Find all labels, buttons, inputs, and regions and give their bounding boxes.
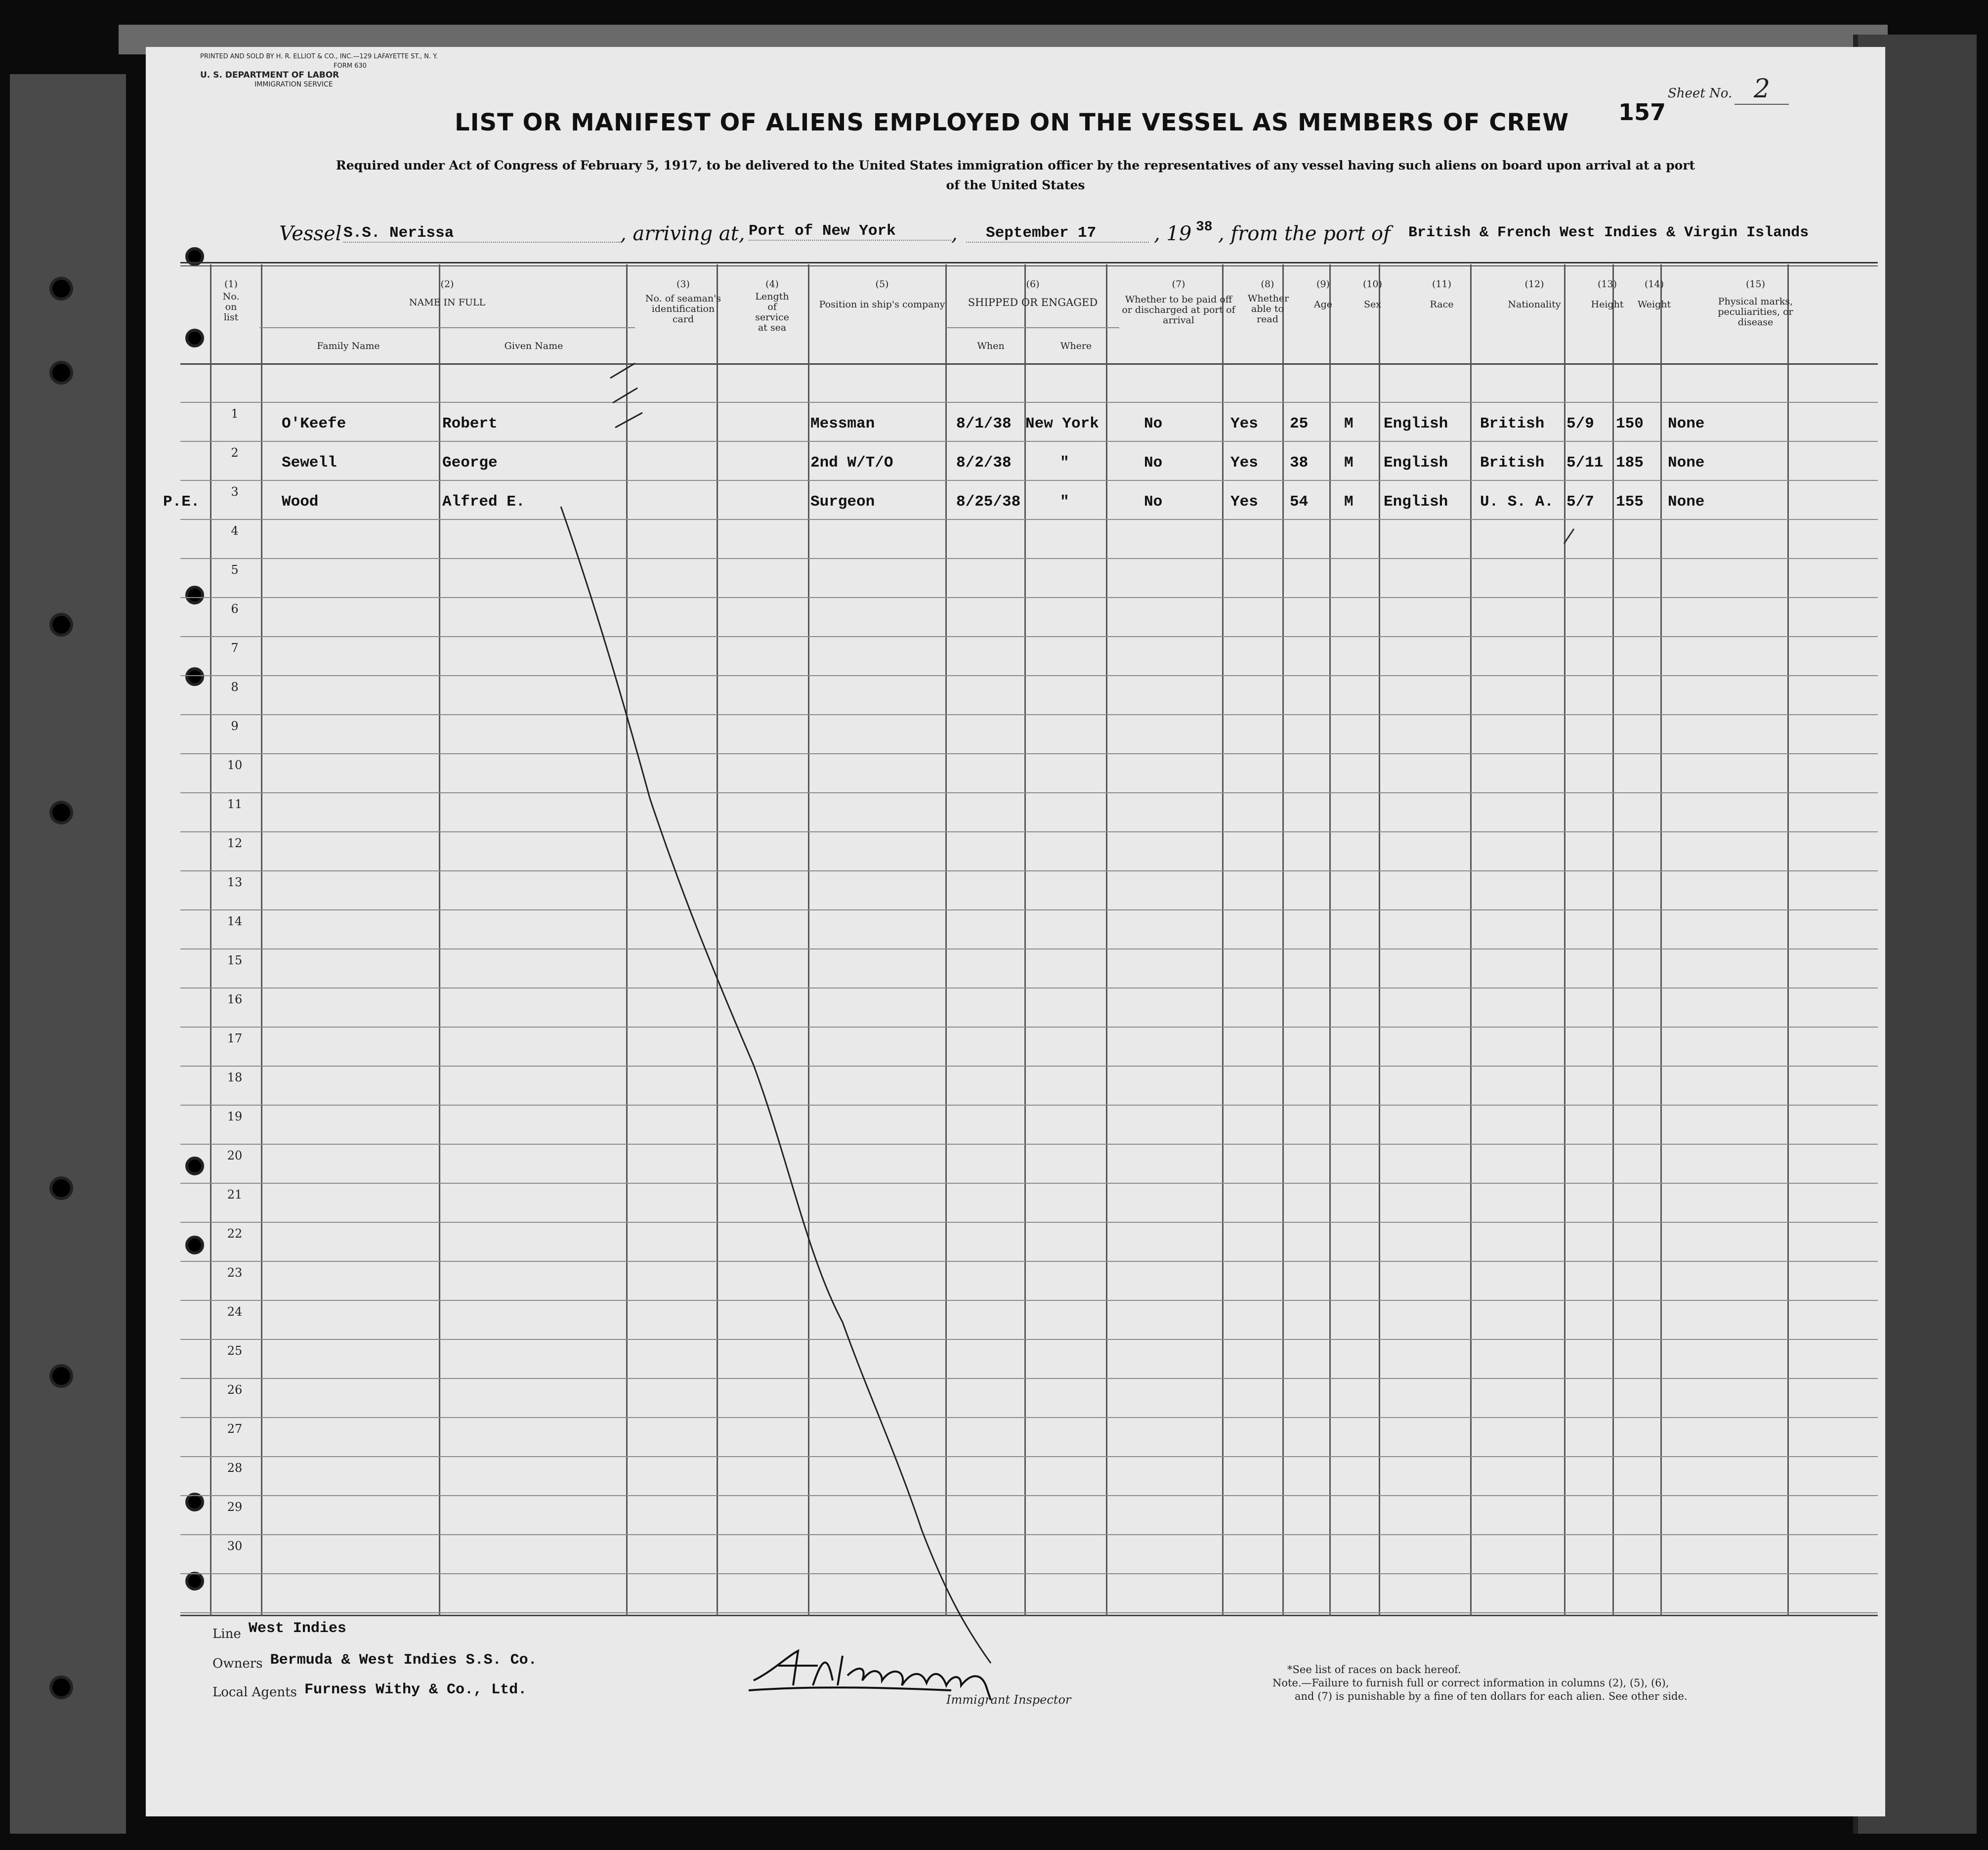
able-to-read: Yes xyxy=(1230,415,1258,432)
binder-hole xyxy=(49,277,73,301)
sex: M xyxy=(1344,493,1354,511)
age: 38 xyxy=(1290,454,1309,472)
col-header-paid-off: (7) Whether to be paid off or discharged at port of arrival xyxy=(1122,279,1235,326)
row-number: 18 xyxy=(227,1071,243,1084)
height: 5/11 xyxy=(1566,454,1604,472)
shipped-when: 8/1/38 xyxy=(956,415,1012,432)
row-number: 20 xyxy=(227,1149,243,1162)
row-number: 8 xyxy=(231,680,239,694)
height: 5/7 xyxy=(1566,493,1594,511)
shipped-where: New York xyxy=(1025,415,1099,432)
col-header-shipped: (6) SHIPPED OR ENGAGED xyxy=(968,279,1098,308)
age: 25 xyxy=(1290,415,1309,432)
manifest-page xyxy=(146,47,1885,1816)
stamp-number: 157 xyxy=(1618,99,1666,126)
col-header-age: (9) Age xyxy=(1313,279,1333,310)
row-number: 15 xyxy=(227,953,243,967)
col-header-position: (5) Position in ship's company xyxy=(819,279,945,310)
printer-imprint: PRINTED AND SOLD BY H. R. ELLIOT & CO., INC.—129 LAFAYETTE ST., N. Y. FORM 630 U. S. DEPARTMENT OF LABOR IMMIGRATION SERVICE xyxy=(200,53,438,88)
row-number: 11 xyxy=(227,797,243,811)
row-number: 29 xyxy=(227,1500,243,1514)
margin-note: P.E. xyxy=(163,493,200,511)
col-header-when: When xyxy=(977,341,1005,351)
row-number: 19 xyxy=(227,1110,243,1123)
family-name: Sewell xyxy=(282,454,337,472)
able-to-read: Yes xyxy=(1230,454,1258,472)
row-number: 24 xyxy=(227,1305,243,1319)
cancel-line xyxy=(146,47,1885,1816)
sex: M xyxy=(1344,415,1354,432)
binder-hole xyxy=(49,1364,73,1388)
owners-value: Bermuda & West Indies S.S. Co. xyxy=(270,1652,537,1669)
col-header-marks: (15) Physical marks, peculiarities, or disease xyxy=(1718,279,1793,328)
row-number: 9 xyxy=(231,719,239,733)
row-number: 23 xyxy=(227,1266,243,1280)
inspector-signature xyxy=(744,1646,1050,1700)
col-header-family-name: Family Name xyxy=(317,341,380,351)
footer-note: *See list of races on back hereof. Note.—Failure to furnish full or correct information in columns (2), (5), (6), and (7) is punishable by a fine of ten dollars for each alien. See other side. xyxy=(1272,1664,1688,1702)
col-header-read: (8) Whether able to read xyxy=(1248,279,1289,325)
row-number: 4 xyxy=(231,524,239,538)
row-number: 10 xyxy=(227,758,243,772)
physical-marks: None xyxy=(1668,493,1705,511)
shipped-when: 8/2/38 xyxy=(956,454,1012,472)
row-number: 26 xyxy=(227,1383,243,1397)
given-name: Alfred E. xyxy=(442,493,525,511)
col-header-service-length: (4) Length of service at sea xyxy=(755,279,789,333)
given-name: George xyxy=(442,454,498,472)
position: Surgeon xyxy=(810,493,875,511)
col-header-nationality: (12) Nationality xyxy=(1508,279,1561,310)
physical-marks: None xyxy=(1668,454,1705,472)
shipped-where: " xyxy=(1060,493,1069,511)
weight: 185 xyxy=(1616,454,1644,472)
page-subtitle: Required under Act of Congress of February 5, 1917, to be delivered to the United States immigration officer by the representatives of any vessel having such aliens on board upon arrival at a port of the United States xyxy=(336,158,1695,192)
line-value: West Indies xyxy=(248,1620,346,1637)
family-name: Wood xyxy=(282,493,319,511)
row-number: 28 xyxy=(227,1461,243,1475)
sex: M xyxy=(1344,454,1354,472)
binder-hole xyxy=(49,801,73,824)
arrival-port: Port of New York xyxy=(749,222,951,241)
row-number: 12 xyxy=(227,836,243,850)
height: 5/9 xyxy=(1566,415,1594,432)
position: Messman xyxy=(810,415,875,432)
col-header-height: (13) Height xyxy=(1591,279,1624,310)
shipped-where: " xyxy=(1060,454,1069,472)
row-number: 14 xyxy=(227,914,243,928)
col-header-name: (2) NAME IN FULL xyxy=(409,279,486,308)
nationality: British xyxy=(1480,454,1545,472)
row-number: 27 xyxy=(227,1422,243,1436)
arrival-year: 38 xyxy=(1196,219,1213,235)
row-number: 30 xyxy=(227,1539,243,1553)
vessel-owners-block: Line West Indies Owners Bermuda & West Indies S.S. Co. Local Agents Furness Withy & Co., Ltd. xyxy=(212,1620,537,1700)
arrival-date: September 17 xyxy=(966,224,1149,243)
weight: 150 xyxy=(1616,415,1644,432)
given-name: Robert xyxy=(442,415,498,432)
col-header-sex: (10) Sex xyxy=(1362,279,1382,310)
vessel-line: Vessel S.S. Nerissa , arriving at, Port of New York , September 17 , 19 38 , from the port of British & French West Indies & Virgin Islands xyxy=(279,219,1809,245)
row-number: 6 xyxy=(231,602,239,616)
nationality: U. S. A. xyxy=(1480,493,1554,511)
binder-hole xyxy=(49,361,73,385)
paid-off: No xyxy=(1144,415,1163,432)
vessel-name: S.S. Nerissa xyxy=(343,224,620,243)
race: English xyxy=(1384,493,1448,511)
nationality: British xyxy=(1480,415,1545,432)
binder-hole xyxy=(49,1676,73,1699)
sheet-number: Sheet No. 2 xyxy=(1668,74,1789,105)
col-header-given-name: Given Name xyxy=(504,341,563,351)
age: 54 xyxy=(1290,493,1309,511)
able-to-read: Yes xyxy=(1230,493,1258,511)
binder-hole xyxy=(49,613,73,637)
weight: 155 xyxy=(1616,493,1644,511)
paid-off: No xyxy=(1144,493,1163,511)
row-number: 16 xyxy=(227,992,243,1006)
row-number: 13 xyxy=(227,875,243,889)
col-header-id-card: (3) No. of seaman's identification card xyxy=(645,279,721,325)
col-header-where: Where xyxy=(1060,341,1092,351)
row-number: 21 xyxy=(227,1188,243,1202)
race: English xyxy=(1384,454,1448,472)
col-header-no: (1) No. on list xyxy=(222,279,240,323)
agents-value: Furness Withy & Co., Ltd. xyxy=(304,1681,527,1698)
row-number: 3 xyxy=(231,485,239,499)
row-number: 7 xyxy=(231,641,239,655)
row-number: 17 xyxy=(227,1032,243,1045)
race: English xyxy=(1384,415,1448,432)
binder-hole xyxy=(49,1176,73,1200)
row-number: 5 xyxy=(231,563,239,577)
family-name: O'Keefe xyxy=(282,415,346,432)
row-number: 2 xyxy=(231,446,239,460)
col-header-weight: (14) Weight xyxy=(1637,279,1671,310)
col-header-race: (11) Race xyxy=(1430,279,1454,310)
departure-port: British & French West Indies & Virgin Islands xyxy=(1408,224,1809,241)
paid-off: No xyxy=(1144,454,1163,472)
binder-strip xyxy=(10,74,126,1834)
physical-marks: None xyxy=(1668,415,1705,432)
position: 2nd W/T/O xyxy=(810,454,893,472)
page-title: LIST OR MANIFEST OF ALIENS EMPLOYED ON THE VESSEL AS MEMBERS OF CREW xyxy=(455,109,1569,136)
row-number: 25 xyxy=(227,1344,243,1358)
row-number: 22 xyxy=(227,1227,243,1241)
row-number: 1 xyxy=(231,407,239,421)
shipped-when: 8/25/38 xyxy=(956,493,1021,511)
inspector-label: Immigrant Inspector xyxy=(946,1693,1071,1707)
